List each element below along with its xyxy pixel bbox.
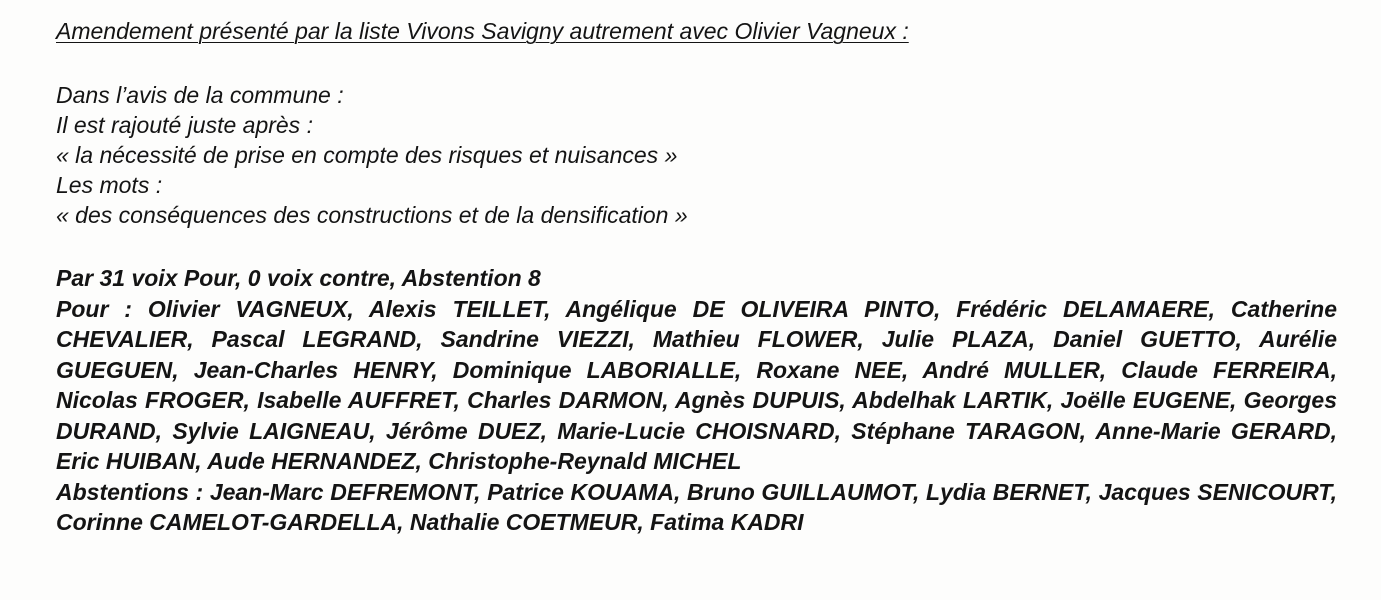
- vote-result: Par 31 voix Pour, 0 voix contre, Abstention 8: [56, 265, 541, 291]
- amendment-line: Il est rajouté juste après :: [56, 112, 313, 138]
- amendment-line: « la nécessité de prise en compte des risques et nuisances »: [56, 142, 678, 168]
- vote-abstentions-list: Abstentions : Jean-Marc DEFREMONT, Patrice KOUAMA, Bruno GUILLAUMOT, Lydia BERNET, Jacques SENICOURT, Corinne CAMELOT-GARDELLA, Nathalie COETMEUR, Fatima KADRI: [56, 478, 1337, 535]
- vote-section: [56, 263, 1337, 538]
- amendment-line: Les mots :: [56, 172, 163, 198]
- amendment-heading: Amendement présenté par la liste Vivons Savigny autrement avec Olivier Vagneux :: [56, 18, 909, 44]
- amendment-line: Dans l’avis de la commune :: [56, 82, 344, 108]
- amendment-line: « des conséquences des constructions et de la densification »: [56, 202, 688, 228]
- vote-pour-list: Pour : Olivier VAGNEUX, Alexis TEILLET, Angélique DE OLIVEIRA PINTO, Frédéric DELAMAERE, Catherine CHEVALIER, Pascal LEGRAND, Sandrine VIEZZI, Mathieu FLOWER, Julie PLAZA, Daniel GUETTO, Aurélie GUEGUEN, Jean-Charles HENRY, Dominique LABORIALLE, Roxane NEE, André MULLER, Claude FERREIRA, Nicolas FROGER, Isabelle AUFFRET, Charles DARMON, Agnès DUPUIS, Abdelhak LARTIK, Joëlle EUGENE, Georges DURAND, Sylvie LAIGNEAU, Jérôme DUEZ, Marie-Lucie CHOISNARD, Stéphane TARAGON, Anne-Marie GERARD, Eric HUIBAN, Aude HERNANDEZ, Christophe-Reynald MICHEL: [56, 295, 1337, 474]
- amendment-body: [56, 80, 1337, 230]
